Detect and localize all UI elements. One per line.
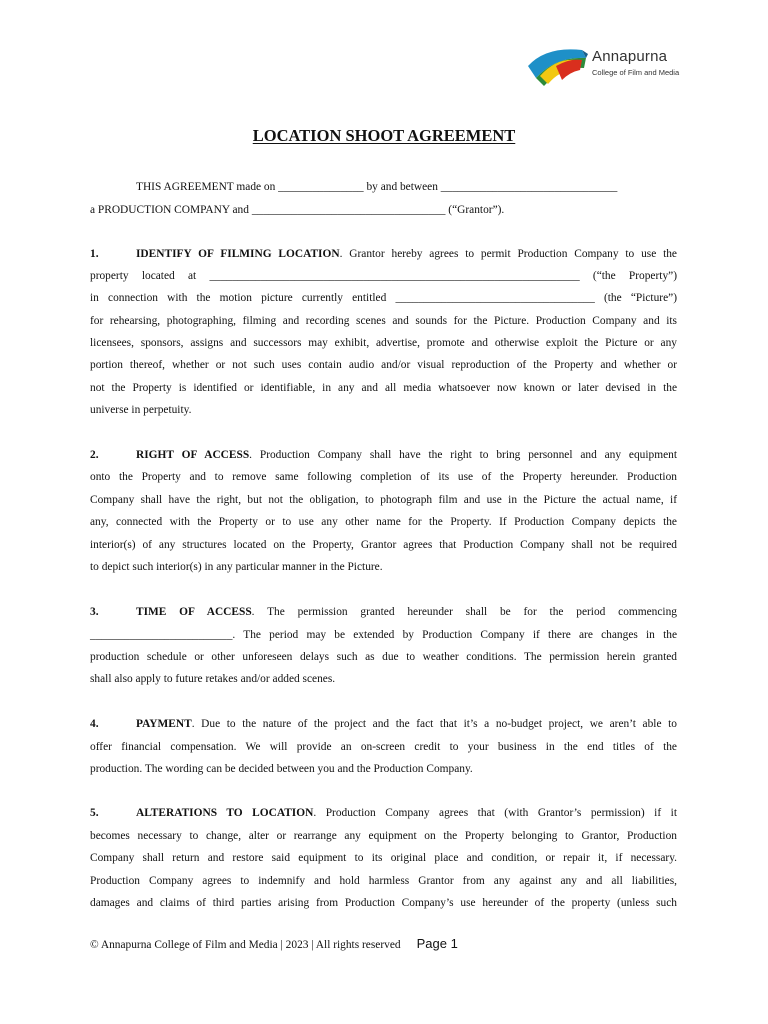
section-heading: ALTERATIONS TO LOCATION [136,807,314,819]
section-heading: TIME OF ACCESS [136,606,252,618]
section-1-line-2: property located at _________________________________________________________________ (“the Property”) [90,270,677,282]
copyright-text: © Annapurna College of Film and Media | 2023 | All rights reserved [90,939,401,951]
section-5-line-3: Company shall return and restore said equipment to its original place and condition, or repair it, if necessary. [90,852,677,864]
section-2-line-3: Company shall have the right, but not the obligation, to photograph film and use in the Picture the actual name, if [90,494,677,506]
logo-name: Annapurna [592,48,668,65]
page-number: Page 1 [416,936,458,951]
section-2-line-6: to depict such interior(s) in any particular manner in the Picture. [90,561,383,573]
section-2-line-4: any, connected with the Property or to use any other name for the Property. If Production Company depicts the [90,516,677,528]
intro-line-2: a PRODUCTION COMPANY and __________________________________ (“Grantor”). [90,204,505,216]
section-3-line-3: production schedule or other unforeseen delays such as due to weather conditions. The permission herein granted [90,651,677,663]
date-blank: _______________ [278,181,364,193]
section-number: 5. [90,807,99,819]
section-5-line-5: damages and claims of third parties arising from Production Company’s use hereunder of the property (unless such [90,897,677,909]
document-title: LOCATION SHOOT AGREEMENT [252,126,516,145]
section-1-line-4: for rehearsing, photographing, filming and recording scenes and sounds for the Picture. Production Company and its [90,315,677,327]
page-footer [90,936,458,951]
section-number: 1. [90,248,99,260]
party-blank: _______________________________ [440,181,618,193]
section-1-line-8: universe in perpetuity. [90,404,192,416]
section-1-line-7: not the Property is identified or identifiable, in any and all media whatsoever now known or later devised in the [90,382,677,394]
section-2-line-2: onto the Property and to remove same following completion of its use of the Property hereunder. Production [90,471,677,483]
section-4-line-1: 4. PAYMENT. Due to the nature of the project and the fact that it’s a no-budget project, we aren’t able to [90,718,677,730]
grantor-blank: __________________________________ [251,204,446,216]
start-date-blank: _________________________ [90,629,233,641]
picture-blank: ___________________________________ [395,292,595,304]
section-5-line-2: becomes necessary to change, alter or rearrange any equipment on the Property belonging to Grantor, Production [90,830,677,842]
section-5-line-1: 5. ALTERATIONS TO LOCATION. Production Company agrees that (with Grantor’s permission) if it [90,807,677,819]
logo-tagline: College of Film and Media [592,68,680,77]
section-1-line-3: in connection with the motion picture currently entitled ___________________________________ (the “Picture”) [90,292,677,304]
section-1-line-5: licensees, sponsors, assigns and successors may exhibit, advertise, promote and otherwise exploit the Picture or any [90,337,677,349]
section-heading: RIGHT OF ACCESS [136,449,250,461]
section-heading: IDENTIFY OF FILMING LOCATION [136,248,340,260]
section-4-line-3: production. The wording can be decided between you and the Production Company. [90,763,473,775]
section-number: 4. [90,718,99,730]
section-number: 3. [90,606,99,618]
section-3-line-1: 3. TIME OF ACCESS. The permission granted hereunder shall be for the period commencing [90,606,677,618]
section-2-line-1: 2. RIGHT OF ACCESS. Production Company shall have the right to bring personnel and any equipment [90,449,677,461]
section-number: 2. [90,449,99,461]
intro-line-1: THIS AGREEMENT made on _______________ by and between _______________________________ [136,181,618,193]
college-logo [526,48,680,88]
film-strip-logo-icon [526,48,590,88]
property-blank: _________________________________________________________________ [209,270,580,282]
section-heading: PAYMENT [136,718,192,730]
section-5-line-4: Production Company agrees to indemnify and hold harmless Grantor from any against any and all liabilities, [90,875,677,887]
section-4-line-2: offer financial compensation. We will provide an on-screen credit to your business in the end titles of the [90,741,677,753]
section-2-line-5: interior(s) of any structures located on the Property, Grantor agrees that Production Company shall not be required [90,539,677,551]
section-3-line-4: shall also apply to future retakes and/or added scenes. [90,673,336,685]
section-3-line-2: _________________________. The period may be extended by Production Company if there are changes in the [90,629,677,641]
section-1-line-1: 1. IDENTIFY OF FILMING LOCATION. Grantor hereby agrees to permit Production Company to use the [90,248,677,260]
section-1-line-6: portion thereof, whether or not such uses contain audio and/or visual reproduction of the Property and whether or [90,359,677,371]
